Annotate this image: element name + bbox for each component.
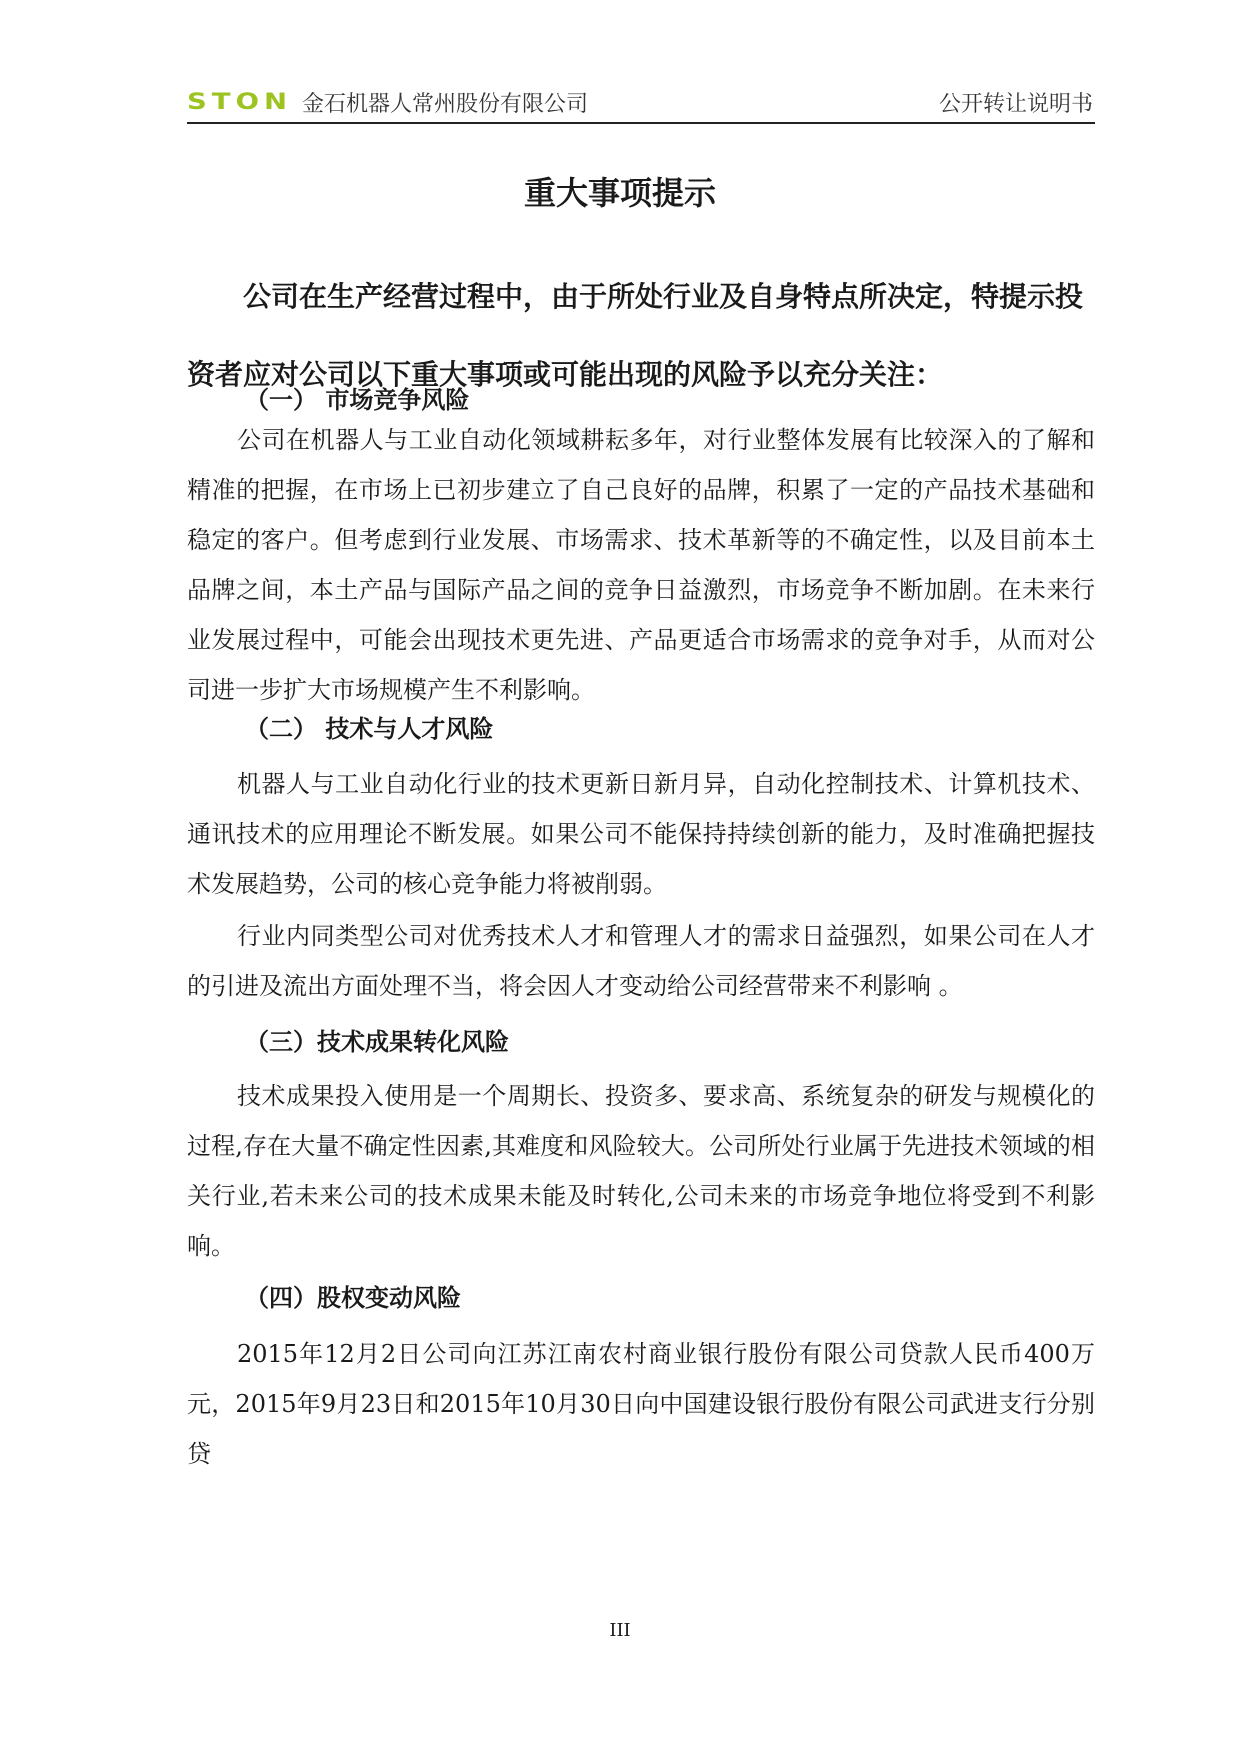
- company-name: 金石机器人常州股份有限公司: [302, 92, 589, 117]
- section-heading-1: （一） 市场竞争风险: [245, 385, 470, 414]
- section-1-paragraph-1: 公司在机器人与工业自动化领域耕耘多年，对行业整体发展有比较深入的了解和精准的把握，在市场上已初步建立了自己良好的品牌，积累了一定的产品技术基础和稳定的客户。但考虑到行业发展、市场需求、技术革新等的不确定性，以及目前本土品牌之间，本土产品与国际产品之间的竞争日益激烈，市场竞争不断加剧。在未来行业发展过程中，可能会出现技术更先进、产品更适合市场需求的竞争对手，从而对公司进一步扩大市场规模产生不利影响。: [187, 426, 1095, 704]
- ston-logo: STON: [187, 90, 292, 115]
- section-4-paragraph-1: 2015年12月2日公司向江苏江南农村商业银行股份有限公司贷款人民币400万元，2015年9月23日和2015年10月30日向中国建设银行股份有限公司武进支行分别贷: [187, 1340, 1095, 1468]
- intro-paragraph: 公司在生产经营过程中，由于所处行业及自身特点所决定，特提示投资者应对公司以下重大事项或可能出现的风险予以充分关注：: [187, 280, 1084, 391]
- document-type: 公开转让说明书: [938, 92, 1093, 117]
- page-title: 重大事项提示: [523, 174, 716, 212]
- section-3-paragraph-1: 技术成果投入使用是一个周期长、投资多、要求高、系统复杂的研发与规模化的过程,存在大量不确定性因素,其难度和风险较大。公司所处行业属于先进技术领域的相关行业,若未来公司的技术成果未能及时转化,公司未来的市场竞争地位将受到不利影响。: [187, 1082, 1095, 1260]
- section-heading-3: （三）技术成果转化风险: [245, 1027, 509, 1056]
- page-number: III: [609, 1620, 631, 1641]
- section-2-paragraph-2: 行业内同类型公司对优秀技术人才和管理人才的需求日益强烈，如果公司在人才的引进及流出方面处理不当，将会因人才变动给公司经营带来不利影响 。: [187, 922, 1095, 1000]
- section-2-paragraph-1: 机器人与工业自动化行业的技术更新日新月异，自动化控制技术、计算机技术、通讯技术的应用理论不断发展。如果公司不能保持持续创新的能力，及时准确把握技术发展趋势，公司的核心竞争能力将被削弱。: [187, 770, 1095, 898]
- page-header: [187, 84, 1095, 124]
- section-heading-4: （四）股权变动风险: [245, 1283, 461, 1312]
- section-heading-2: （二） 技术与人才风险: [245, 714, 494, 743]
